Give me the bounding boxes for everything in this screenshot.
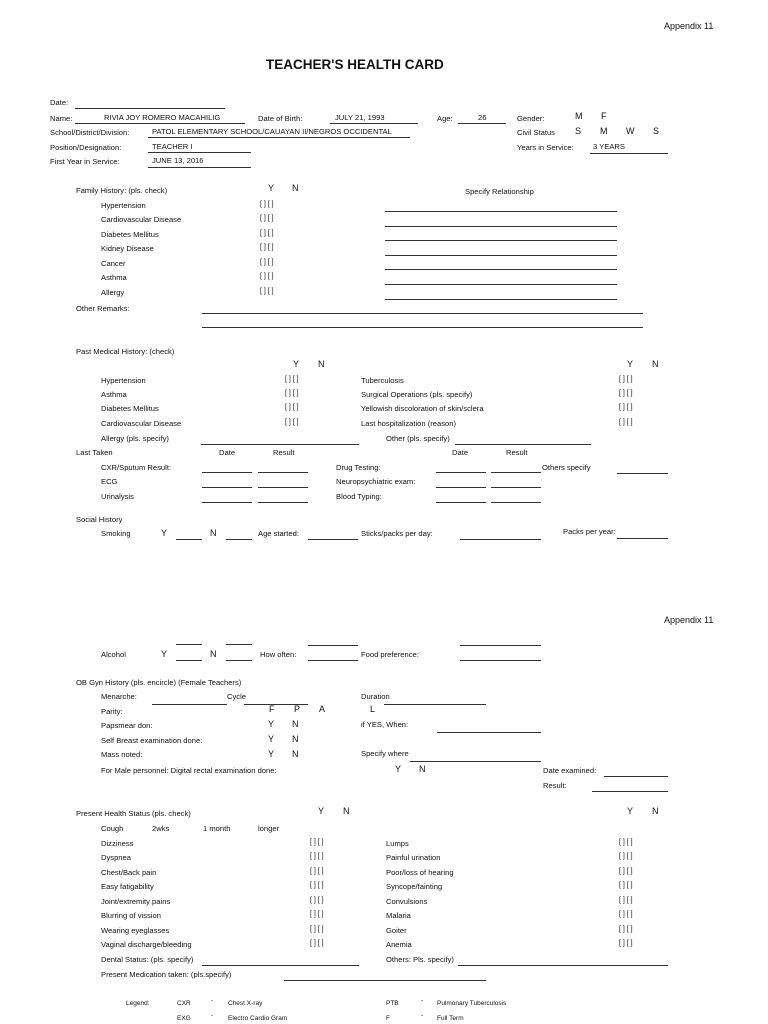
school-line: [148, 137, 410, 138]
alcohol-top-line: [308, 645, 358, 646]
lt-result-line-right[interactable]: [491, 502, 541, 503]
phs-item-right: Painful urination: [386, 853, 441, 862]
phs-checkbox[interactable]: [ ] [ ]: [310, 926, 324, 933]
gender-option-f[interactable]: F: [601, 111, 607, 121]
cough-option[interactable]: longer: [258, 824, 280, 833]
age-line: [458, 123, 506, 124]
years-value[interactable]: 3 YEARS: [593, 142, 625, 151]
appendix-label: Appendix 11: [664, 21, 714, 31]
last-taken-result-header: Result: [273, 448, 295, 457]
lt-date-line[interactable]: [202, 502, 252, 503]
family-item: Cancer: [101, 259, 126, 268]
family-history-title: Family History: (pls. check): [76, 186, 168, 195]
legend-dash: -: [211, 1012, 214, 1019]
past-medical-title: Past Medical History: (check): [76, 347, 175, 356]
mass-label: Mass noted:: [101, 750, 143, 759]
lt-date-line[interactable]: [202, 487, 252, 488]
lt-result-line-right[interactable]: [491, 487, 541, 488]
legend-meaning: Chest X-ray: [228, 1000, 263, 1007]
phs-checkbox-right[interactable]: [ ] [ ]: [619, 868, 633, 875]
position-line: [148, 152, 251, 153]
pmh-item-right: Last hospitalization (reason): [361, 419, 456, 428]
gender-option-m[interactable]: M: [575, 111, 583, 121]
menarche-label: Menarche:: [101, 692, 137, 701]
pmh-n-header-right: N: [652, 359, 659, 369]
date-examined-label: Date examined:: [543, 766, 597, 775]
phs-item-right: Anemia: [386, 940, 412, 949]
dob-label: Date of Birth:: [258, 114, 303, 123]
specify-where-label: Specify where: [361, 749, 409, 758]
result-label: Result:: [543, 781, 567, 790]
last-taken-item-right: Neuropsychiatric exam:: [336, 477, 416, 486]
civil-status-label: Civil Status: [517, 128, 555, 137]
date-line: [75, 108, 225, 109]
social-history-title: Social History: [76, 515, 123, 524]
phs-item-right: Poor/loss of hearing: [386, 868, 454, 877]
other-line[interactable]: [455, 444, 591, 445]
page-title: TEACHER'S HEALTH CARD: [266, 57, 444, 72]
relationship-line[interactable]: [385, 255, 617, 256]
papsmear-y[interactable]: Y: [268, 719, 275, 729]
phs-item: Dyspnea: [101, 853, 131, 862]
first-year-label: First Year in Service:: [50, 157, 120, 166]
parity-p[interactable]: P: [294, 704, 301, 714]
family-item: Kidney Disease: [101, 244, 154, 253]
lt-result-line[interactable]: [258, 502, 308, 503]
family-y-header: Y: [268, 183, 275, 193]
smoking-y-line[interactable]: [176, 539, 202, 540]
name-line: [75, 123, 245, 124]
age-value[interactable]: 26: [478, 113, 487, 122]
legend-abbr: F: [386, 1015, 390, 1022]
phs-n-header-right: N: [652, 806, 659, 816]
pmh-y-header: Y: [293, 359, 300, 369]
phs-checkbox-right[interactable]: [ ] [ ]: [619, 940, 633, 947]
phs-checkbox-right[interactable]: [ ] [ ]: [619, 853, 633, 860]
lt-date-line[interactable]: [202, 472, 252, 473]
family-checkbox[interactable]: [ ] [ ]: [260, 273, 274, 280]
phs-checkbox-right[interactable]: [ ] [ ]: [619, 911, 633, 918]
how-often-line[interactable]: [308, 660, 358, 661]
self-breast-y[interactable]: Y: [268, 734, 275, 744]
food-pref-label: Food preference:: [361, 650, 419, 659]
remarks-line[interactable]: [202, 327, 643, 328]
mass-n[interactable]: N: [292, 749, 299, 759]
alcohol-y-line[interactable]: [176, 660, 202, 661]
food-pref-line[interactable]: [460, 660, 541, 661]
last-taken-item: CXR/Sputum Result:: [101, 463, 172, 472]
other-specify-label: Other (pls. specify): [386, 434, 450, 443]
male-y[interactable]: Y: [395, 764, 402, 774]
last-taken-item-right: Blood Typing:: [336, 492, 382, 501]
pmh-item-right: Tuberculosis: [361, 376, 404, 385]
dental-status-line[interactable]: [202, 965, 359, 966]
pmh-checkbox-right[interactable]: [ ] [ ]: [619, 404, 633, 411]
lt-result-line-right[interactable]: [491, 472, 541, 473]
pmh-item-right: Surgical Operations (pls. specify): [361, 390, 473, 399]
age-started-line[interactable]: [308, 539, 358, 540]
packs-year-line[interactable]: [617, 538, 668, 539]
civil-option-s[interactable]: S: [575, 126, 582, 136]
family-checkbox[interactable]: [ ] [ ]: [260, 215, 274, 222]
self-breast-label: Self Breast examination done:: [101, 736, 203, 745]
phs-checkbox[interactable]: [ ] [ ]: [310, 911, 324, 918]
legend-label: Legend:: [126, 1000, 150, 1007]
phs-item: Easy fatigability: [101, 882, 154, 891]
duration-label: Duration: [361, 692, 390, 701]
pmh-checkbox-right[interactable]: [ ] [ ]: [619, 419, 633, 426]
self-breast-n[interactable]: N: [292, 734, 299, 744]
mass-y[interactable]: Y: [268, 749, 275, 759]
smoking-label: Smoking: [101, 529, 131, 538]
family-item: Allergy: [101, 288, 125, 297]
dob-line: [330, 123, 418, 124]
phs-checkbox[interactable]: [ ] [ ]: [310, 882, 324, 889]
menarche-line[interactable]: [152, 704, 227, 705]
last-taken-title: Last Taken: [76, 448, 113, 457]
phs-item-right: Syncope/fainting: [386, 882, 443, 891]
relationship-label: Specify Relationship: [465, 187, 534, 196]
phs-checkbox-right[interactable]: [ ] [ ]: [619, 897, 633, 904]
cough-label: Cough: [101, 824, 124, 833]
legend-dash: -: [211, 997, 214, 1004]
pmh-item: Hypertension: [101, 376, 146, 385]
legend-meaning: Electro Cardio Gram: [228, 1015, 288, 1022]
civil-option-m[interactable]: M: [600, 126, 608, 136]
family-checkbox[interactable]: [ ] [ ]: [260, 230, 274, 237]
others-specify-label: Others specify: [542, 463, 591, 472]
first-year-value[interactable]: JUNE 13, 2016: [152, 156, 204, 165]
pmh-item: Asthma: [101, 390, 127, 399]
relationship-line[interactable]: [385, 211, 617, 212]
phs-checkbox[interactable]: [ ] [ ]: [310, 839, 324, 846]
duration-line[interactable]: [384, 704, 486, 705]
lt-result-line[interactable]: [258, 472, 308, 473]
lt-result-line[interactable]: [258, 487, 308, 488]
family-checkbox[interactable]: [ ] [ ]: [260, 288, 274, 295]
legend-dash: -: [421, 1012, 424, 1019]
pmh-checkbox-right[interactable]: [ ] [ ]: [619, 376, 633, 383]
last-taken-result-header-right: Result: [506, 448, 528, 457]
pmh-item: Cardiovascular Disease: [101, 419, 182, 428]
position-value[interactable]: TEACHER I: [152, 142, 193, 151]
if-yes-label: if YES, When:: [361, 720, 409, 729]
papsmear-n[interactable]: N: [292, 719, 299, 729]
parity-a[interactable]: A: [319, 704, 326, 714]
phs-item: Chest/Back pain: [101, 868, 157, 877]
name-label: Name:: [50, 114, 73, 123]
pmh-y-header-right: Y: [627, 359, 634, 369]
family-n-header: N: [292, 183, 299, 193]
phs-item: Wearing eyeglasses: [101, 926, 170, 935]
family-item: Cardiovascular Disease: [101, 215, 182, 224]
allergy-line[interactable]: [201, 444, 359, 445]
legend-meaning: Full Term: [437, 1015, 464, 1022]
phs-item: Joint/extremity pains: [101, 897, 171, 906]
dob-value[interactable]: JULY 21, 1993: [335, 113, 385, 122]
allergy-specify-label: Allergy (pls. specify): [101, 434, 169, 443]
family-item: Diabetes Mellitus: [101, 230, 159, 239]
phs-y-header-right: Y: [627, 806, 634, 816]
parity-l[interactable]: L: [370, 704, 376, 714]
phs-item-right: Malaria: [386, 911, 411, 920]
pmh-checkbox[interactable]: [ ] [ ]: [285, 404, 299, 411]
alcohol-top-line: [460, 645, 541, 646]
family-item: Hypertension: [101, 201, 146, 210]
papsmear-label: Papsmear don:: [101, 721, 153, 730]
parity-label: Parity:: [101, 707, 123, 716]
family-checkbox[interactable]: [ ] [ ]: [260, 259, 274, 266]
phs-item: Blurring of vission: [101, 911, 161, 920]
cough-option[interactable]: 2wks: [152, 824, 170, 833]
pmh-n-header: N: [318, 359, 325, 369]
phs-checkbox-right[interactable]: [ ] [ ]: [619, 882, 633, 889]
packs-year-label: Packs per year:: [563, 527, 616, 536]
phs-item-right: Goiter: [386, 926, 407, 935]
smoking-n-line[interactable]: [226, 539, 252, 540]
lt-date-line-right[interactable]: [436, 502, 486, 503]
others-pls-specify-label: Others: Pls. specify): [386, 955, 454, 964]
relationship-line[interactable]: [385, 299, 617, 300]
pmh-checkbox-right[interactable]: [ ] [ ]: [619, 390, 633, 397]
last-taken-item: Urinalysis: [101, 492, 134, 501]
alcohol-y[interactable]: Y: [161, 649, 168, 659]
name-value[interactable]: RIVIA JOY ROMERO MACAHILIG: [104, 113, 221, 122]
others-pls-specify-line[interactable]: [458, 965, 668, 966]
phs-checkbox[interactable]: [ ] [ ]: [310, 853, 324, 860]
civil-option-w[interactable]: W: [626, 126, 635, 136]
relationship-line[interactable]: [385, 240, 617, 241]
pmh-item: Diabetes Mellitus: [101, 404, 159, 413]
sticks-label: Sticks/packs per day:: [361, 529, 433, 538]
family-item: Asthma: [101, 273, 127, 282]
alcohol-top-line: [176, 644, 202, 645]
male-n[interactable]: N: [419, 764, 426, 774]
years-line: [590, 153, 668, 154]
relationship-line[interactable]: [385, 269, 617, 270]
sticks-line[interactable]: [460, 539, 541, 540]
remarks-line[interactable]: [202, 313, 643, 314]
legend-abbr: CXR: [177, 1000, 191, 1007]
male-personnel-label: For Male personnel: Digital rectal examination done:: [101, 766, 277, 775]
dental-status-label: Dental Status: (pls. specify): [101, 955, 194, 964]
cycle-label: Cycle: [227, 692, 246, 701]
phs-checkbox[interactable]: [ ] [ ]: [310, 940, 324, 947]
relationship-line[interactable]: [385, 226, 617, 227]
alcohol-n-line[interactable]: [226, 660, 252, 661]
gender-label: Gender:: [517, 114, 545, 123]
phs-y-header: Y: [318, 806, 325, 816]
lt-date-line-right[interactable]: [436, 487, 486, 488]
relationship-line[interactable]: [385, 284, 617, 285]
years-label: Years in Service:: [517, 143, 574, 152]
medication-label: Present Medication taken: (pls.specify): [101, 970, 232, 979]
how-often-label: How often:: [260, 650, 297, 659]
appendix-label-page2: Appendix 11: [664, 615, 714, 625]
pmh-checkbox[interactable]: [ ] [ ]: [285, 390, 299, 397]
legend-meaning: Pulmonary Tuberculosis: [437, 1000, 507, 1007]
phs-item: Dizziness: [101, 839, 134, 848]
pmh-checkbox[interactable]: [ ] [ ]: [285, 419, 299, 426]
result-line[interactable]: [592, 791, 668, 792]
alcohol-label: Alcohol: [101, 650, 126, 659]
last-taken-date-header: Date: [219, 448, 236, 457]
others-specify-line[interactable]: [617, 473, 668, 474]
family-checkbox[interactable]: [ ] [ ]: [260, 201, 274, 208]
alcohol-top-line: [226, 644, 252, 645]
if-yes-line[interactable]: [437, 732, 541, 733]
medication-line[interactable]: [284, 980, 486, 981]
present-health-title: Present Health Status (pls. check): [76, 809, 191, 818]
date-label: Date:: [50, 98, 69, 107]
legend-abbr: PTB: [386, 1000, 399, 1007]
ob-gyn-title: OB Gyn History (pls. encircle) (Female Teachers): [76, 678, 242, 687]
last-taken-date-header-right: Date: [452, 448, 469, 457]
school-value[interactable]: PATOL ELEMENTARY SCHOOL/CAUAYAN II/NEGROS OCCIDENTAL: [152, 127, 392, 136]
date-examined-line[interactable]: [604, 776, 668, 777]
school-label: School/District/Division:: [50, 128, 130, 137]
other-remarks-label: Other Remarks:: [76, 304, 130, 313]
age-started-label: Age started:: [258, 529, 299, 538]
alcohol-n[interactable]: N: [210, 649, 217, 659]
first-year-line: [148, 167, 251, 168]
phs-item-right: Lumps: [386, 839, 409, 848]
last-taken-item: ECG: [101, 477, 118, 486]
phs-checkbox-right[interactable]: [ ] [ ]: [619, 839, 633, 846]
phs-item-right: Convulsions: [386, 897, 428, 906]
position-label: Position/Designation:: [50, 143, 122, 152]
legend-dash: -: [421, 997, 424, 1004]
pmh-checkbox[interactable]: [ ] [ ]: [285, 376, 299, 383]
pmh-item-right: Yellowish discoloration of skin/sclera: [361, 404, 484, 413]
phs-item: Vaginal discharge/bleeding: [101, 940, 192, 949]
age-label: Age:: [437, 114, 453, 123]
phs-checkbox-right[interactable]: [ ] [ ]: [619, 926, 633, 933]
last-taken-item-right: Drug Testing:: [336, 463, 381, 472]
legend-abbr: EXG: [177, 1015, 191, 1022]
phs-checkbox[interactable]: [ ] [ ]: [310, 868, 324, 875]
smoking-y[interactable]: Y: [161, 528, 168, 538]
smoking-n[interactable]: N: [210, 528, 217, 538]
family-checkbox[interactable]: [ ] [ ]: [260, 244, 274, 251]
parity-f[interactable]: F: [269, 704, 275, 714]
lt-date-line-right[interactable]: [436, 472, 486, 473]
civil-option-s2[interactable]: S: [653, 126, 660, 136]
phs-n-header: N: [343, 806, 350, 816]
phs-checkbox[interactable]: [ ] [ ]: [310, 897, 324, 904]
cough-option[interactable]: 1 month: [203, 824, 231, 833]
specify-where-line[interactable]: [410, 761, 541, 762]
